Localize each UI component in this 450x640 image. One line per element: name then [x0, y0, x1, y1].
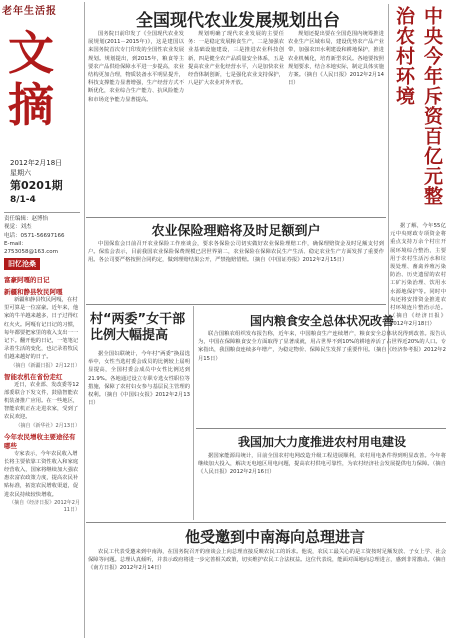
- column-rule: [388, 4, 389, 354]
- side-column: [4, 272, 80, 636]
- main-article-col2: 规划明确了现代农业发展的主要任务：一是稳定发展粮食生产，二是加强农业基础设施建设，三是推进农业科技创新，四是健全农产品质量安全体系，五是提高农业产业化经营水平，六是加快农业经营体制创新，七是强化农业支持保护，八是扩大农业对外开放。: [188, 31, 284, 87]
- village-cadre-body: 据全国妇联统计，今年村“两委”换届选举中，女性当选村委会成员的比例较上届明显提高，全国村委会成员中女性比例达到21.9%。各地通过设立专职专选女性职位等措施，保障了农村妇女参与基层民主管理的权利。（摘自《中国妇女报》2012年2月13日）: [88, 351, 190, 407]
- editor-name: 责任编辑：赵博怡: [4, 216, 49, 222]
- divider: [86, 217, 386, 218]
- editor-email: E-mail：2753058@163.com: [4, 240, 58, 255]
- nanhai-body: 农民工代表受邀来到中南海，在国务院召开的座谈会上向总理直接反映农民工的诉求。他说，农民工最关心的是工资按时足额发放、子女上学、社会保障等问题。总理认真倾听，并表示政府将进一步完善相关政策，切实维护农民工合法权益。这位代表说，能面对面地向总理进言，感到非常激动。（摘自《南方日报》2012年2月14日）: [88, 549, 446, 572]
- section-tag: 旧忆沧桑: [4, 258, 40, 270]
- nanhai-headline: 他受邀到中南海向总理进言: [184, 528, 365, 546]
- issue-info: [10, 158, 76, 207]
- side-article-body: 新疆和静县牧民阿嘎，在村里可算是一位富豪。近年来，他家的牛羊越来越多，日子过得红红火火。阿嘎有记日记的习惯，每年都要把家里的收入支出一一记下。翻开他的日记，一笔笔记录着生活的变化，也记录着牧民们越来越好的日子。: [4, 297, 79, 361]
- side-article-body: 专家表示，今年农民收入增长将主要依靠工资性收入和家庭经营收入，国家将继续加大强农惠农富农政策力度，提高农民补贴标准，拓宽农民增收渠道，促进农民持续较快增收。: [4, 450, 79, 498]
- editor-info: [4, 215, 80, 256]
- insurance-body: 中国保监会日前召开农业保险工作座谈会，要求各保险公司切实做好农业保险理赔工作，确保理赔资金及时足额支付到户。保监会表示，目前我国农业保险保费规模已居世界第二，农业保险在保障农民生产生活、稳定农业生产方面发挥了重要作用。各公司要严格按照合同约定，做到理赔结果公开，严禁拖赔惜赔。（摘自《中国证券报》2012年2月15日）: [88, 241, 384, 264]
- side-article-headline: 智能农机在省份走红: [4, 372, 63, 381]
- divider: [4, 212, 80, 213]
- village-cadre-headline-line1: 村“两委”女干部: [90, 312, 186, 327]
- masthead-char-wen: 文: [8, 26, 54, 80]
- side-article: [4, 432, 80, 513]
- vertical-article-body: 据了解，今年55亿元中央财政专项资金将重点支持万余个村庄开展环境综合整治，主要用于农村生活污水和垃圾处理、畜禽养殖污染防治、历史遗留的农村工矿污染治理、饮用水水源地保护等。同时中央还将安排资金推进农村环境连片整治示范。（摘自《经济日报》2012年2月18日）: [390, 223, 446, 328]
- editor-phone: 电话：0571-56697166: [4, 232, 65, 239]
- main-headline: 全国现代农业发展规划出台: [136, 11, 340, 31]
- side-article: [4, 275, 80, 369]
- divider: [86, 522, 446, 523]
- side-article-source: （摘自《新华社》2月13日）: [15, 422, 80, 429]
- vertical-headline: 中央今年斥资百亿元整治农村环境: [393, 6, 443, 206]
- masthead: [2, 2, 82, 152]
- village-cadre-headline: [90, 312, 190, 344]
- side-article-subhead: 新疆和静县牧民阿嘎: [4, 288, 63, 296]
- grain-body: 联合国粮农组织发布报告称，近年来，中国粮食生产连续增产，粮食安全总体状况得到改善。报告认为，中国在保障粮食安全方面取得了显著成就，用占世界不到10%的耕地养活了占世界近20%的人口。专家指出，我国粮食连续多年增产，为稳定物价、保障民生发挥了重要作用。（摘自《经济参考报》2012年2月15日）: [198, 331, 446, 362]
- side-article-headline: 今年农民增收主要途径有哪些: [4, 432, 76, 450]
- column-rule: [84, 2, 85, 638]
- visual-editor: 视觉：刘杰: [4, 224, 32, 231]
- issue-pages: 8/1-4: [10, 195, 36, 206]
- insurance-headline: 农业保险理赔将及时足额到户: [151, 224, 321, 239]
- divider: [196, 428, 446, 429]
- side-article: [4, 372, 80, 429]
- issue-date: 2012年2月18日: [10, 159, 63, 167]
- divider: [86, 304, 386, 305]
- masthead-char-zhai: 摘: [8, 78, 54, 132]
- side-article-headline: 富豪阿嘎的日记: [4, 276, 50, 284]
- side-article-body: 近日，农业部、发改委等12部委联合下发文件，鼓励智能农机装备推广应用。在一些地区，智能农机正在走进农家，受到了农民欢迎。: [4, 381, 80, 421]
- main-article-col3: 规划还提出要在全国范围内统筹推进农业生产区域布局，建设优势农产品产业带，加强农田水利建设和耕地保护，推进农业机械化，培育新型农民。各地要按照规划要求，结合本地实际，制定具体实施方案。（摘自《人民日报》2012年2月14日）: [288, 31, 384, 87]
- side-article-source: （摘自《经济日报》2012年2月11日）: [9, 499, 80, 513]
- village-cadre-headline-line2: 比例大幅提高: [90, 328, 169, 343]
- grain-headline: 国内粮食安全总体状况改善: [249, 314, 394, 328]
- issue-number: 第0201期: [10, 179, 63, 193]
- hydropower-body: 据国家能源局统计，目前全国农村电网改造升级工程进展顺利，农村用电条件得到明显改善。今年将继续加大投入，解决无电地区用电问题，提高农村供电可靠性，为农村经济社会发展提供电力保障。（摘自《人民日报》2012年2月16日）: [198, 453, 446, 476]
- paper-name: 老年生活报: [2, 6, 57, 17]
- side-article-source: （摘自《新疆日报》2月12日）: [10, 362, 80, 369]
- hydropower-headline: 我国加大力度推进农村用电建设: [237, 435, 406, 449]
- main-article-col1: 国务院日前印发了《全国现代农业发展规划(2011－2015年)》，这是建国以来国务院首次专门印发的全国性农业发展规划。规划提出，到2015年，粮食等主要农产品供给保障水平进一步提高，农业结构更加合理，物质装备水平明显提升，科技支撑能力显著增强，生产经营方式不断优化，农业综合生产能力、抗风险能力和市场竞争能力显著提高。: [88, 31, 184, 103]
- issue-weekday: 星期六: [10, 169, 31, 178]
- column-rule: [193, 306, 194, 520]
